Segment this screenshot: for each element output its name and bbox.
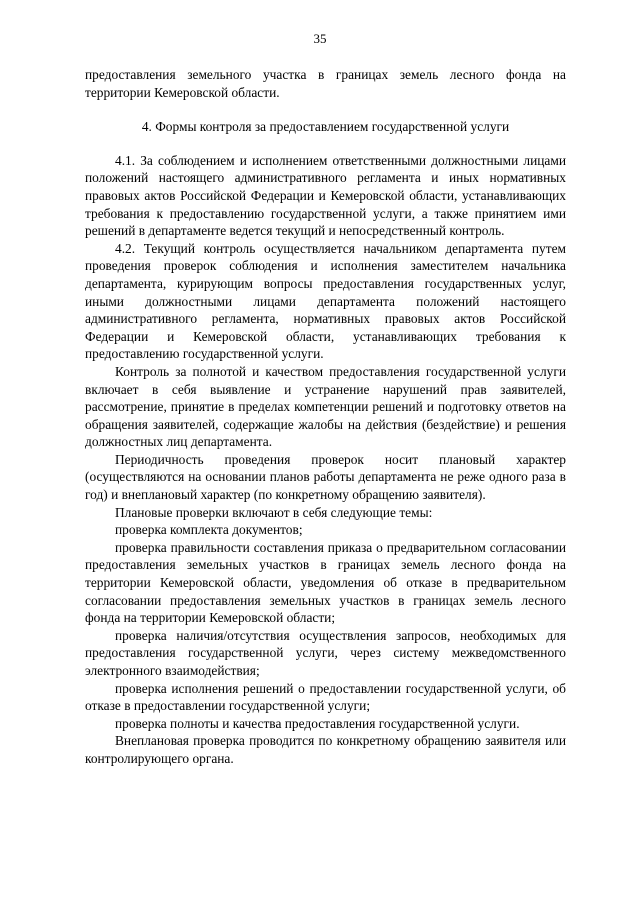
paragraph-4-1: 4.1. За соблюдением и исполнением ответственными должностными лицами положений настоящего административного регламента и иных нормативных правовых актов Российской Федерации и Кемеровской области, устанавливающих требования к предоставлению государственной услуги, а также принятием ими решений в департаменте ведется текущий и непосредственный контроль. [85,152,566,239]
list-item-quality-check: проверка полноты и качества предоставления государственной услуги. [115,715,520,731]
list-item-requests-check: проверка наличия/отсутствия осуществления запросов, необходимых для предоставления государственной услуги, через систему межведомственного электронного взаимодействия; [85,627,566,678]
paragraph-periodicity: Периодичность проведения проверок носит плановый характер (осуществляются на основании планов работы департамента не реже одного раза в год) и внеплановый характер (по конкретному обращению заявителя). [85,451,566,503]
list-item-order-check: проверка правильности составления приказа о предварительном согласовании предоставления земельных участков в границах земель лесного фонда на территории Кемеровской области, уведомления об отказе в предварительном согласовании предоставления земельных участков в границах земель лесного фонда на территории Кемеровской области; [85,539,566,626]
paragraph-planned-topics-intro: Плановые проверки включают в себя следующие темы: [115,504,433,520]
section-heading: 4. Формы контроля за предоставлением государственной услуги [141,119,510,135]
document-body [85,66,566,768]
paragraph-4-2: 4.2. Текущий контроль осуществляется начальником департамента путем проведения проверок соблюдения и исполнения заместителем начальника департамента, курирующим вопросы предоставления государственных услуг, иными должностными лицами департамента положений настоящего административного регламента, нормативных правовых актов Российской Федерации и Кемеровской области, устанавливающих требования к предоставлению государственной услуги. [85,240,566,362]
list-item-documents-check: проверка комплекта документов; [115,522,303,538]
list-item-decisions-check: проверка исполнения решений о предоставлении государственной услуги, об отказе в предоставлении государственной услуги; [85,680,566,714]
paragraph-quality-control: Контроль за полнотой и качеством предоставления государственной услуги включает в себя выявление и устранение нарушений прав заявителей, рассмотрение, принятие в пределах компетенции решений и подготовку ответов на обращения заявителей, содержащие жалобы на действия (бездействие) и решения должностных лиц департамента. [85,363,566,450]
page-number: 35 [313,31,327,46]
continuation-paragraph: предоставления земельного участка в границах земель лесного фонда на территории Кемеровской области. [85,67,566,100]
paragraph-unplanned-check: Внеплановая проверка проводится по конкретному обращению заявителя или контролирующего органа. [85,733,566,766]
